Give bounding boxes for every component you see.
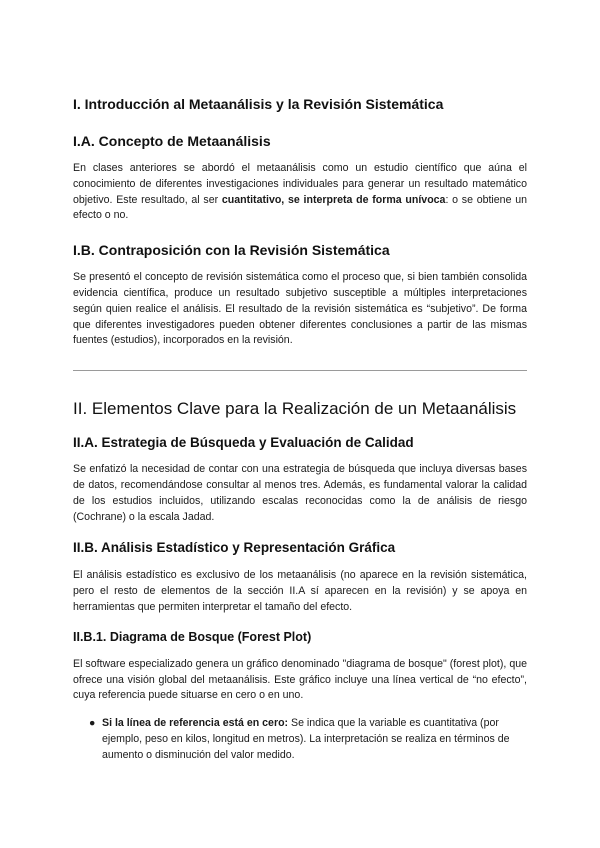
section-2b1-paragraph: El software especializado genera un gráfico denominado "diagrama de bosque" (forest plot), que ofrece una visión global del metaanálisis. Este gráfico incluye una línea vertical de “no efecto”, cuya referencia puede situarse en cero o en uno.: [73, 657, 527, 702]
section-1a-paragraph: [73, 161, 527, 224]
section-2b-paragraph: El análisis estadístico es exclusivo de los metaanálisis (no aparece en la revisión sistemática, pero el resto de elementos de la sección II.A sí aparecen en la revisión) y se apoya en herramientas que permiten interpretar el tamaño del efecto.: [73, 569, 527, 613]
section-1b-heading: I.B. Contraposición con la Revisión Sistemática: [73, 242, 390, 259]
section-2b1-heading: II.B.1. Diagrama de Bosque (Forest Plot): [73, 629, 312, 644]
text-run: En clases anteriores se abordó el metaanálisis como un estudio científico que aúna el conocimiento de diferentes investigaciones individuales para generar un resultado matemático objetivo. Este resultado, al ser: [73, 162, 527, 206]
text-run: : o se obtiene un efecto o no.: [73, 193, 527, 222]
text-run: Se indica que la variable es cuantitativa (por ejemplo, peso en kilos, longitud en metros). La interpretación se realiza en términos de aumento o disminución del valor medido.: [102, 717, 510, 761]
bold-text-run: cuantitativo, se interpreta de forma unívoca: [221, 193, 446, 206]
list-item: [89, 716, 527, 763]
section-2a-paragraph: Se enfatizó la necesidad de contar con una estrategia de búsqueda que incluya diversas bases de datos, recomendándose consultar al menos tres. Además, es fundamental valorar la calidad de los estudios incluidos, utilizando escalas reconocidas como la de análisis de riesgo (Cochrane) o la escala Jadad.: [73, 463, 527, 523]
section-2b-heading: II.B. Análisis Estadístico y Representación Gráfica: [73, 540, 396, 556]
section-1-heading: I. Introducción al Metaanálisis y la Revisión Sistemática: [73, 96, 444, 112]
section-1a-heading: I.A. Concepto de Metaanálisis: [73, 133, 271, 149]
section-2a-heading: II.A. Estrategia de Búsqueda y Evaluación de Calidad: [73, 435, 414, 451]
section-1b-paragraph: Se presentó el concepto de revisión sistemática como el proceso que, si bien también consolida evidencia científica, produce un resultado subjetivo susceptible a múltiples interpretaciones según quien realice el análisis. El resultado de la revisión sistemática es “subjetivo”. De forma que diferentes investigadores pueden obtener diferentes conclusiones a partir de las mismas fuentes (estudios), incorporados en la revisión.: [73, 271, 527, 347]
bullet-icon: ●: [89, 717, 96, 730]
section-2-heading: II. Elementos Clave para la Realización de un Metaanálisis: [73, 399, 517, 419]
document-content: [73, 95, 527, 764]
bold-text-run: Si la línea de referencia está en cero:: [102, 717, 289, 730]
bullet-list: [89, 716, 527, 763]
horizontal-rule: [73, 370, 527, 371]
